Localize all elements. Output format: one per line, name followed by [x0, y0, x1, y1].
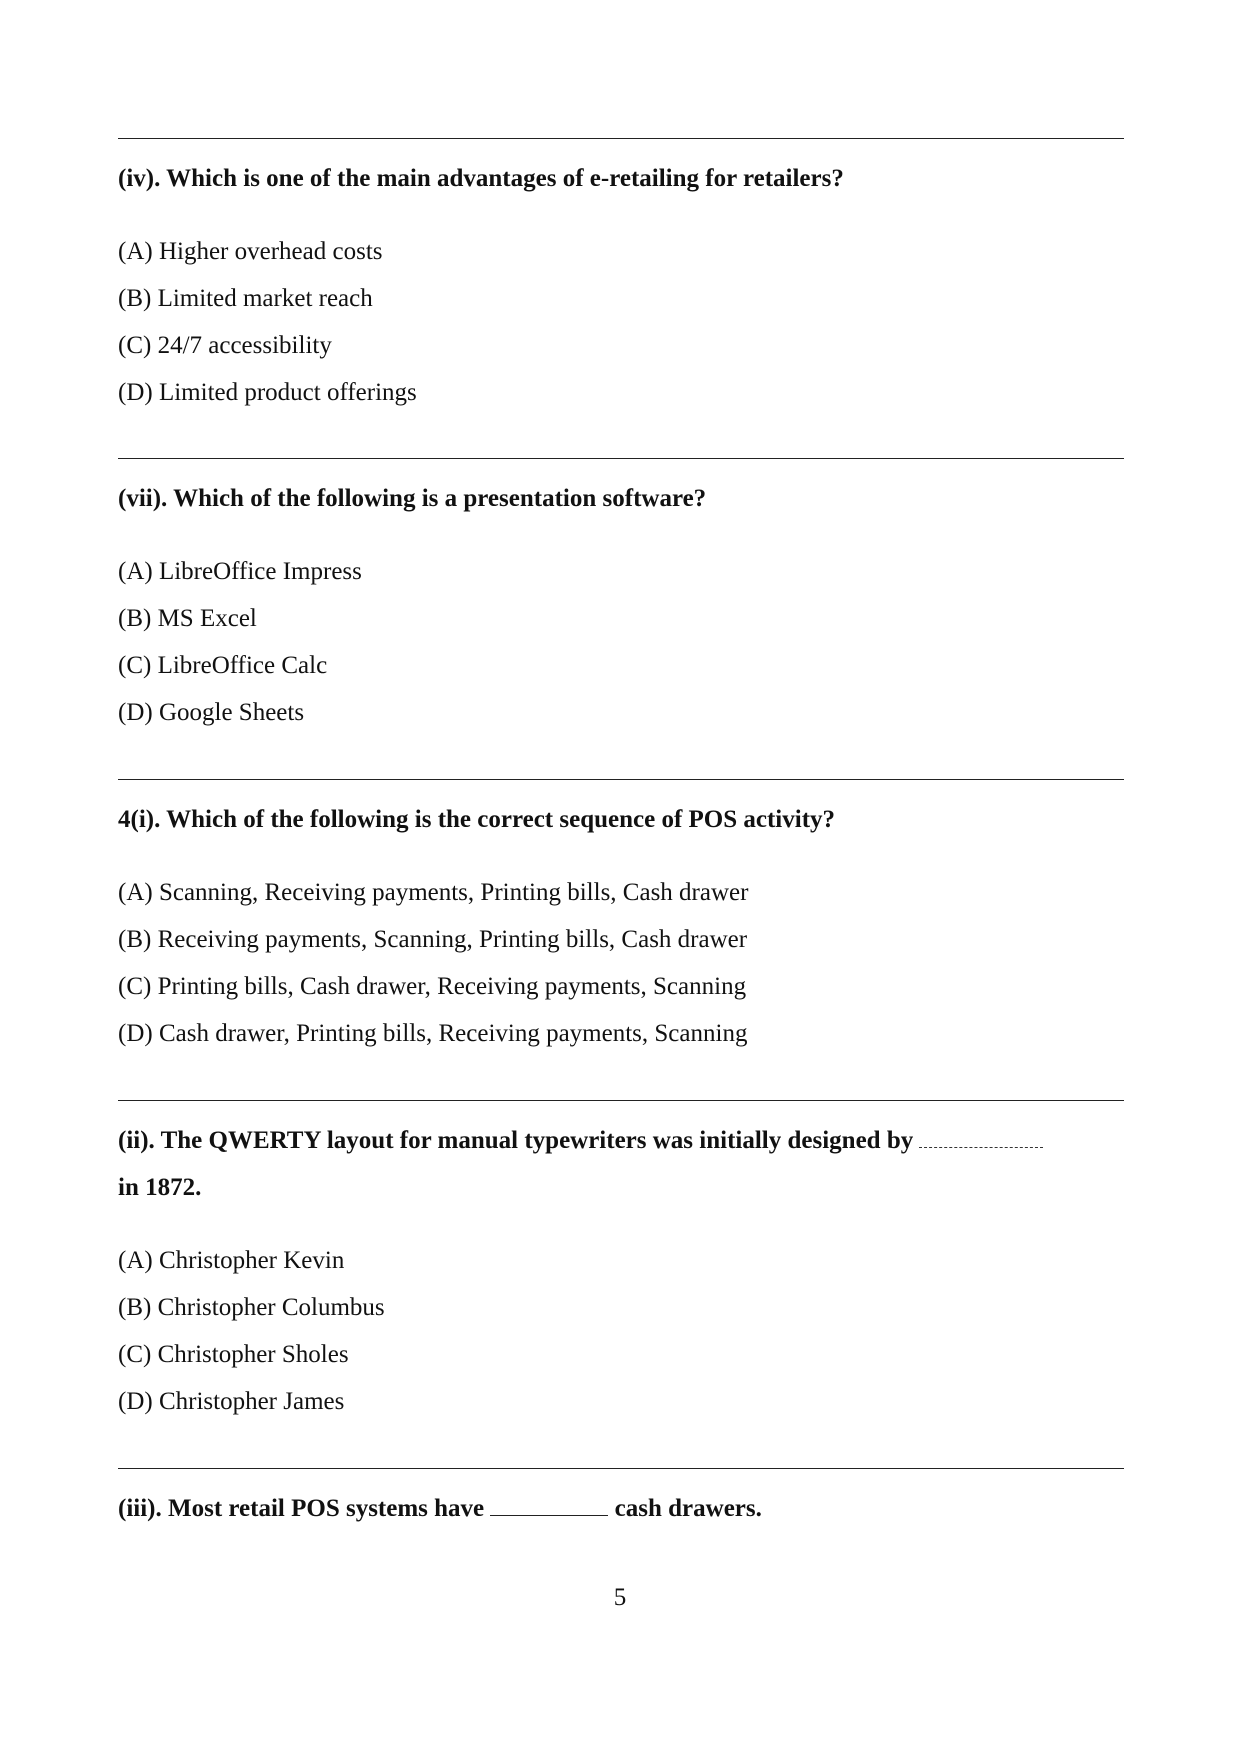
option-b: (B) Christopher Columbus: [118, 1294, 385, 1321]
options-list: [118, 228, 1124, 416]
question-text-before: (iii). Most retail POS systems have: [118, 1495, 485, 1522]
question-text-before: (ii). The QWERTY layout for manual typewriters was initially designed by: [118, 1127, 914, 1154]
page-number: 5: [613, 1584, 627, 1611]
question-text: [118, 1117, 1124, 1211]
divider: [118, 779, 1124, 780]
answer-blank: [919, 1131, 1043, 1148]
options-list: [118, 869, 1124, 1057]
option-a: (A) Scanning, Receiving payments, Printing bills, Cash drawer: [118, 879, 749, 906]
question-text-after: in 1872.: [118, 1174, 202, 1201]
question-iv: [118, 138, 1124, 416]
question-text: (iv). Which is one of the main advantages of e-retailing for retailers?: [118, 165, 844, 192]
option-c: (C) 24/7 accessibility: [118, 332, 332, 359]
options-list: [118, 1237, 1124, 1425]
question-vii: [118, 458, 1124, 736]
option-a: (A) Higher overhead costs: [118, 238, 383, 265]
divider: [118, 458, 1124, 459]
divider: [118, 138, 1124, 139]
question-text: (vii). Which of the following is a presentation software?: [118, 485, 707, 512]
question-text-after: cash drawers.: [614, 1495, 762, 1522]
question-text: 4(i). Which of the following is the correct sequence of POS activity?: [118, 806, 836, 833]
question-iii: [118, 1468, 1124, 1532]
option-d: (D) Christopher James: [118, 1388, 345, 1415]
option-b: (B) Limited market reach: [118, 285, 373, 312]
options-list: [118, 548, 1124, 736]
option-c: (C) Printing bills, Cash drawer, Receiving payments, Scanning: [118, 973, 747, 1000]
divider: [118, 1468, 1124, 1469]
question-ii: [118, 1100, 1124, 1425]
option-a: (A) LibreOffice Impress: [118, 558, 362, 585]
question-text: [118, 1485, 1124, 1532]
divider: [118, 1100, 1124, 1101]
answer-blank: [490, 1495, 608, 1516]
option-d: (D) Limited product offerings: [118, 379, 417, 406]
option-a: (A) Christopher Kevin: [118, 1247, 345, 1274]
option-b: (B) Receiving payments, Scanning, Printing bills, Cash drawer: [118, 926, 748, 953]
option-b: (B) MS Excel: [118, 605, 257, 632]
option-c: (C) Christopher Sholes: [118, 1341, 349, 1368]
option-c: (C) LibreOffice Calc: [118, 652, 328, 679]
question-4i: [118, 779, 1124, 1057]
option-d: (D) Google Sheets: [118, 699, 305, 726]
option-d: (D) Cash drawer, Printing bills, Receiving payments, Scanning: [118, 1020, 748, 1047]
